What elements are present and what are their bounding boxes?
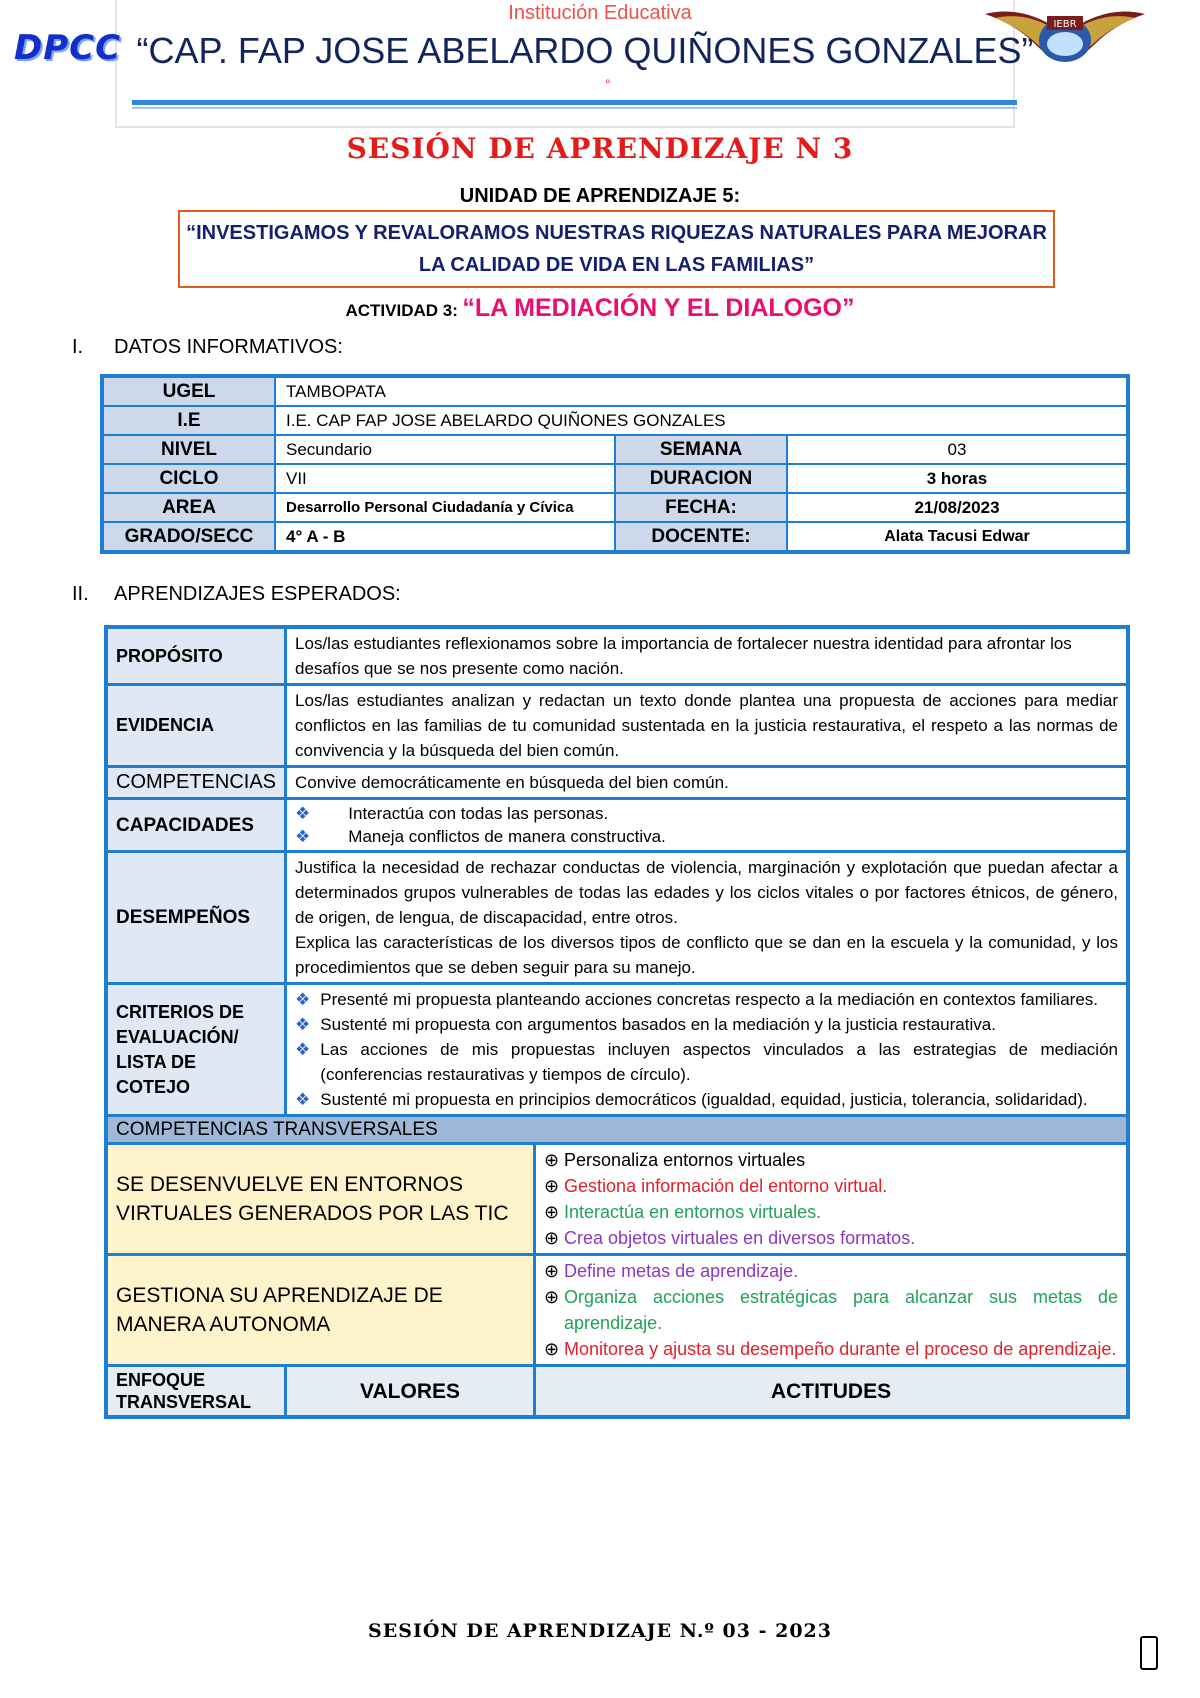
- desempenos-label: DESEMPEÑOS: [106, 852, 286, 984]
- ugel-value: TAMBOPATA: [275, 376, 1128, 406]
- list-item: [544, 1284, 1118, 1336]
- school-name: “CAP. FAP JOSE ABELARDO QUIÑONES GONZALES”: [136, 30, 1034, 71]
- transversales-header: COMPETENCIAS TRANSVERSALES: [106, 1116, 1128, 1144]
- docente-label: DOCENTE:: [615, 522, 787, 552]
- enfoque-label-line: TRANSVERSAL: [116, 1392, 252, 1412]
- criterio-text: Presenté mi propuesta planteando acciones concretas respecto a la mediación en contextos familiares.: [320, 990, 1098, 1009]
- list-item: [544, 1258, 1118, 1284]
- capacidades-list: [286, 799, 1128, 852]
- aprendizajes-table: [104, 625, 1130, 1419]
- diamond-bullet-icon: ❖: [295, 1090, 311, 1109]
- competencias-label: COMPETENCIAS: [106, 767, 286, 799]
- ie-label: I.E: [102, 406, 275, 435]
- actividad-title: “LA MEDIACIÓN Y EL DIALOGO”: [462, 294, 855, 322]
- degree-mark: °: [605, 76, 611, 92]
- list-item: [544, 1199, 1118, 1225]
- header-divider: [132, 100, 1017, 105]
- criterio-text: Las acciones de mis propuestas incluyen aspectos vinculados a las estrategias de mediación (conferencias restaurativas y tiempos de círculo).: [320, 1040, 1118, 1084]
- criterios-label-line: EVALUACIÓN/: [116, 1026, 239, 1047]
- diamond-bullet-icon: ❖: [295, 1015, 311, 1034]
- nivel-label: NIVEL: [102, 435, 275, 464]
- globe-icon: ⊕: [544, 1261, 560, 1281]
- table-row: [106, 767, 1128, 799]
- criterios-label-line: CRITERIOS DE: [116, 1001, 245, 1022]
- aut-item-text: Organiza acciones estratégicas para alcanzar sus metas de aprendizaje.: [564, 1287, 1118, 1333]
- globe-icon: ⊕: [544, 1202, 560, 1222]
- capacidades-label: CAPACIDADES: [106, 799, 286, 852]
- unidad-title-box: [178, 210, 1055, 288]
- page-marker-icon: [1140, 1636, 1158, 1670]
- docente-value: Alata Tacusi Edwar: [787, 522, 1128, 552]
- area-value: Desarrollo Personal Ciudadanía y Cívica: [275, 493, 615, 522]
- globe-icon: ⊕: [544, 1287, 560, 1307]
- proposito-value: Los/las estudiantes reflexionamos sobre la importancia de fortalecer nuestra identidad para afrontar los desafíos que se nos presente como nación.: [286, 627, 1128, 685]
- tic-label-line: VIRTUALES GENERADOS POR LAS TIC: [116, 1202, 509, 1225]
- section1-number: I.: [72, 336, 84, 358]
- capacidad-text: Maneja conflictos de manera constructiva.: [348, 827, 666, 846]
- criterio-text: Sustenté mi propuesta en principios democráticos (igualdad, equidad, justicia, tolerancia, solidaridad).: [320, 1090, 1088, 1109]
- globe-icon: ⊕: [544, 1176, 560, 1196]
- unidad-label: UNIDAD DE APRENDIZAJE 5:: [459, 185, 741, 207]
- diamond-bullet-icon: ❖: [295, 1040, 311, 1059]
- list-item: [544, 1336, 1118, 1362]
- aut-label-line: GESTIONA SU APRENDIZAJE DE: [116, 1284, 443, 1307]
- tic-item-text: Crea objetos virtuales en diversos formatos.: [564, 1228, 916, 1248]
- desempeno-text: Justifica la necesidad de rechazar conductas de violencia, marginación y explotación que puedan afectar a determinados grupos vulnerables de todas las edades y los ciclos vitales o por factores étnicos, de género, de origen, de lengua, de discapacidad, entre otros.: [295, 858, 1118, 927]
- proposito-label: PROPÓSITO: [106, 627, 286, 685]
- ie-value: I.E. CAP FAP JOSE ABELARDO QUIÑONES GONZALES: [275, 406, 1128, 435]
- aut-label-line: MANERA AUTONOMA: [116, 1313, 331, 1336]
- aut-item-text: Monitorea y ajusta su desempeño durante el proceso de aprendizaje.: [564, 1339, 1117, 1359]
- actitudes-header: ACTITUDES: [535, 1366, 1128, 1418]
- school-emblem-logo: [985, 4, 1145, 66]
- semana-label: SEMANA: [615, 435, 787, 464]
- duracion-value: 3 horas: [787, 464, 1128, 493]
- table-row: [106, 984, 1128, 1116]
- semana-value: 03: [787, 435, 1128, 464]
- list-item: [295, 1012, 1118, 1037]
- enfoque-label: [106, 1366, 286, 1418]
- unidad-title-line2: LA CALIDAD DE VIDA EN LAS FAMILIAS”: [418, 254, 815, 276]
- criterios-list: [286, 984, 1128, 1116]
- list-item: [295, 987, 1118, 1012]
- list-item: [544, 1173, 1118, 1199]
- table-row: [102, 376, 1128, 406]
- list-item: [295, 802, 1118, 825]
- evidencia-value: Los/las estudiantes analizan y redactan un texto donde plantea una propuesta de acciones para mediar conflictos en las familias de tu comunidad sustentada en la justicia restaurativa, el respeto a las normas de convivencia y la búsqueda del bien común.: [286, 685, 1128, 767]
- evidencia-label: EVIDENCIA: [106, 685, 286, 767]
- table-row: [102, 522, 1128, 552]
- enfoque-label-line: ENFOQUE: [116, 1370, 206, 1390]
- duracion-label: DURACION: [615, 464, 787, 493]
- aut-item-text: Define metas de aprendizaje.: [564, 1261, 799, 1281]
- desempenos-value: [286, 852, 1128, 984]
- list-item: [295, 1087, 1118, 1112]
- criterios-label-line: LISTA DE: [116, 1051, 196, 1072]
- valores-header: VALORES: [286, 1366, 535, 1418]
- criterio-text: Sustenté mi propuesta con argumentos basados en la mediación y la justicia restaurativa.: [320, 1015, 996, 1034]
- autonomo-capacidades-list: [535, 1255, 1128, 1366]
- globe-icon: ⊕: [544, 1339, 560, 1359]
- ciclo-label: CICLO: [102, 464, 275, 493]
- table-row: [106, 1255, 1128, 1366]
- tic-label-line: SE DESENVUELVE EN ENTORNOS: [116, 1173, 463, 1196]
- tic-item-text: Personaliza entornos virtuales: [564, 1150, 806, 1170]
- tic-item-text: Interactúa en entornos virtuales.: [564, 1202, 822, 1222]
- table-row: [106, 627, 1128, 685]
- grado-label: GRADO/SECC: [102, 522, 275, 552]
- table-row: [106, 1366, 1128, 1418]
- section2-title: APRENDIZAJES ESPERADOS:: [114, 583, 401, 605]
- table-row: [102, 406, 1128, 435]
- actividad-heading: [0, 294, 1200, 323]
- ciclo-value: VII: [275, 464, 615, 493]
- page-footer: SESIÓN DE APRENDIZAJE N.º 03 - 2023: [368, 1620, 832, 1642]
- criterios-label-line: COTEJO: [116, 1076, 191, 1097]
- list-item: [295, 1037, 1118, 1087]
- section1-title: DATOS INFORMATIVOS:: [114, 336, 343, 358]
- emblem-text: IEBR: [1053, 19, 1077, 30]
- table-row: [102, 435, 1128, 464]
- globe-icon: ⊕: [544, 1150, 560, 1170]
- table-row: [106, 1116, 1128, 1144]
- datos-informativos-table: [100, 374, 1130, 554]
- tic-competencia-label: [106, 1144, 535, 1255]
- diamond-bullet-icon: ❖: [295, 827, 311, 846]
- diamond-bullet-icon: ❖: [295, 990, 311, 1009]
- list-item: [544, 1225, 1118, 1251]
- nivel-value: Secundario: [275, 435, 615, 464]
- tic-capacidades-list: [535, 1144, 1128, 1255]
- area-label: AREA: [102, 493, 275, 522]
- table-row: [106, 685, 1128, 767]
- diamond-bullet-icon: ❖: [295, 804, 311, 823]
- fecha-label: FECHA:: [615, 493, 787, 522]
- list-item: [295, 825, 1118, 848]
- session-title: SESIÓN DE APRENDIZAJE N 3: [346, 132, 854, 165]
- tic-item-text: Gestiona información del entorno virtual.: [564, 1176, 888, 1196]
- criterios-label: [106, 984, 286, 1116]
- dpcc-logo: DPCC: [14, 28, 122, 68]
- table-row: [106, 1144, 1128, 1255]
- actividad-label: ACTIVIDAD 3:: [345, 301, 458, 320]
- table-row: [102, 493, 1128, 522]
- autonomo-competencia-label: [106, 1255, 535, 1366]
- globe-icon: ⊕: [544, 1228, 560, 1248]
- grado-value: 4° A - B: [275, 522, 615, 552]
- institution-label: Institución Educativa: [508, 2, 692, 24]
- list-item: [544, 1147, 1118, 1173]
- fecha-value: 21/08/2023: [787, 493, 1128, 522]
- header-divider-thin: [132, 107, 1017, 109]
- table-row: [102, 464, 1128, 493]
- table-row: [106, 799, 1128, 852]
- desempeno-text: Explica las características de los diversos tipos de conflicto que se dan en la escuela y la comunidad, y los procedimientos que se deben seguir para su manejo.: [295, 933, 1118, 977]
- capacidad-text: Interactúa con todas las personas.: [348, 804, 609, 823]
- section2-number: II.: [72, 583, 89, 605]
- unidad-title-line1: “INVESTIGAMOS Y REVALORAMOS NUESTRAS RIQUEZAS NATURALES PARA MEJORAR: [186, 222, 1047, 244]
- ugel-label: UGEL: [102, 376, 275, 406]
- competencias-value: Convive democráticamente en búsqueda del bien común.: [286, 767, 1128, 799]
- table-row: [106, 852, 1128, 984]
